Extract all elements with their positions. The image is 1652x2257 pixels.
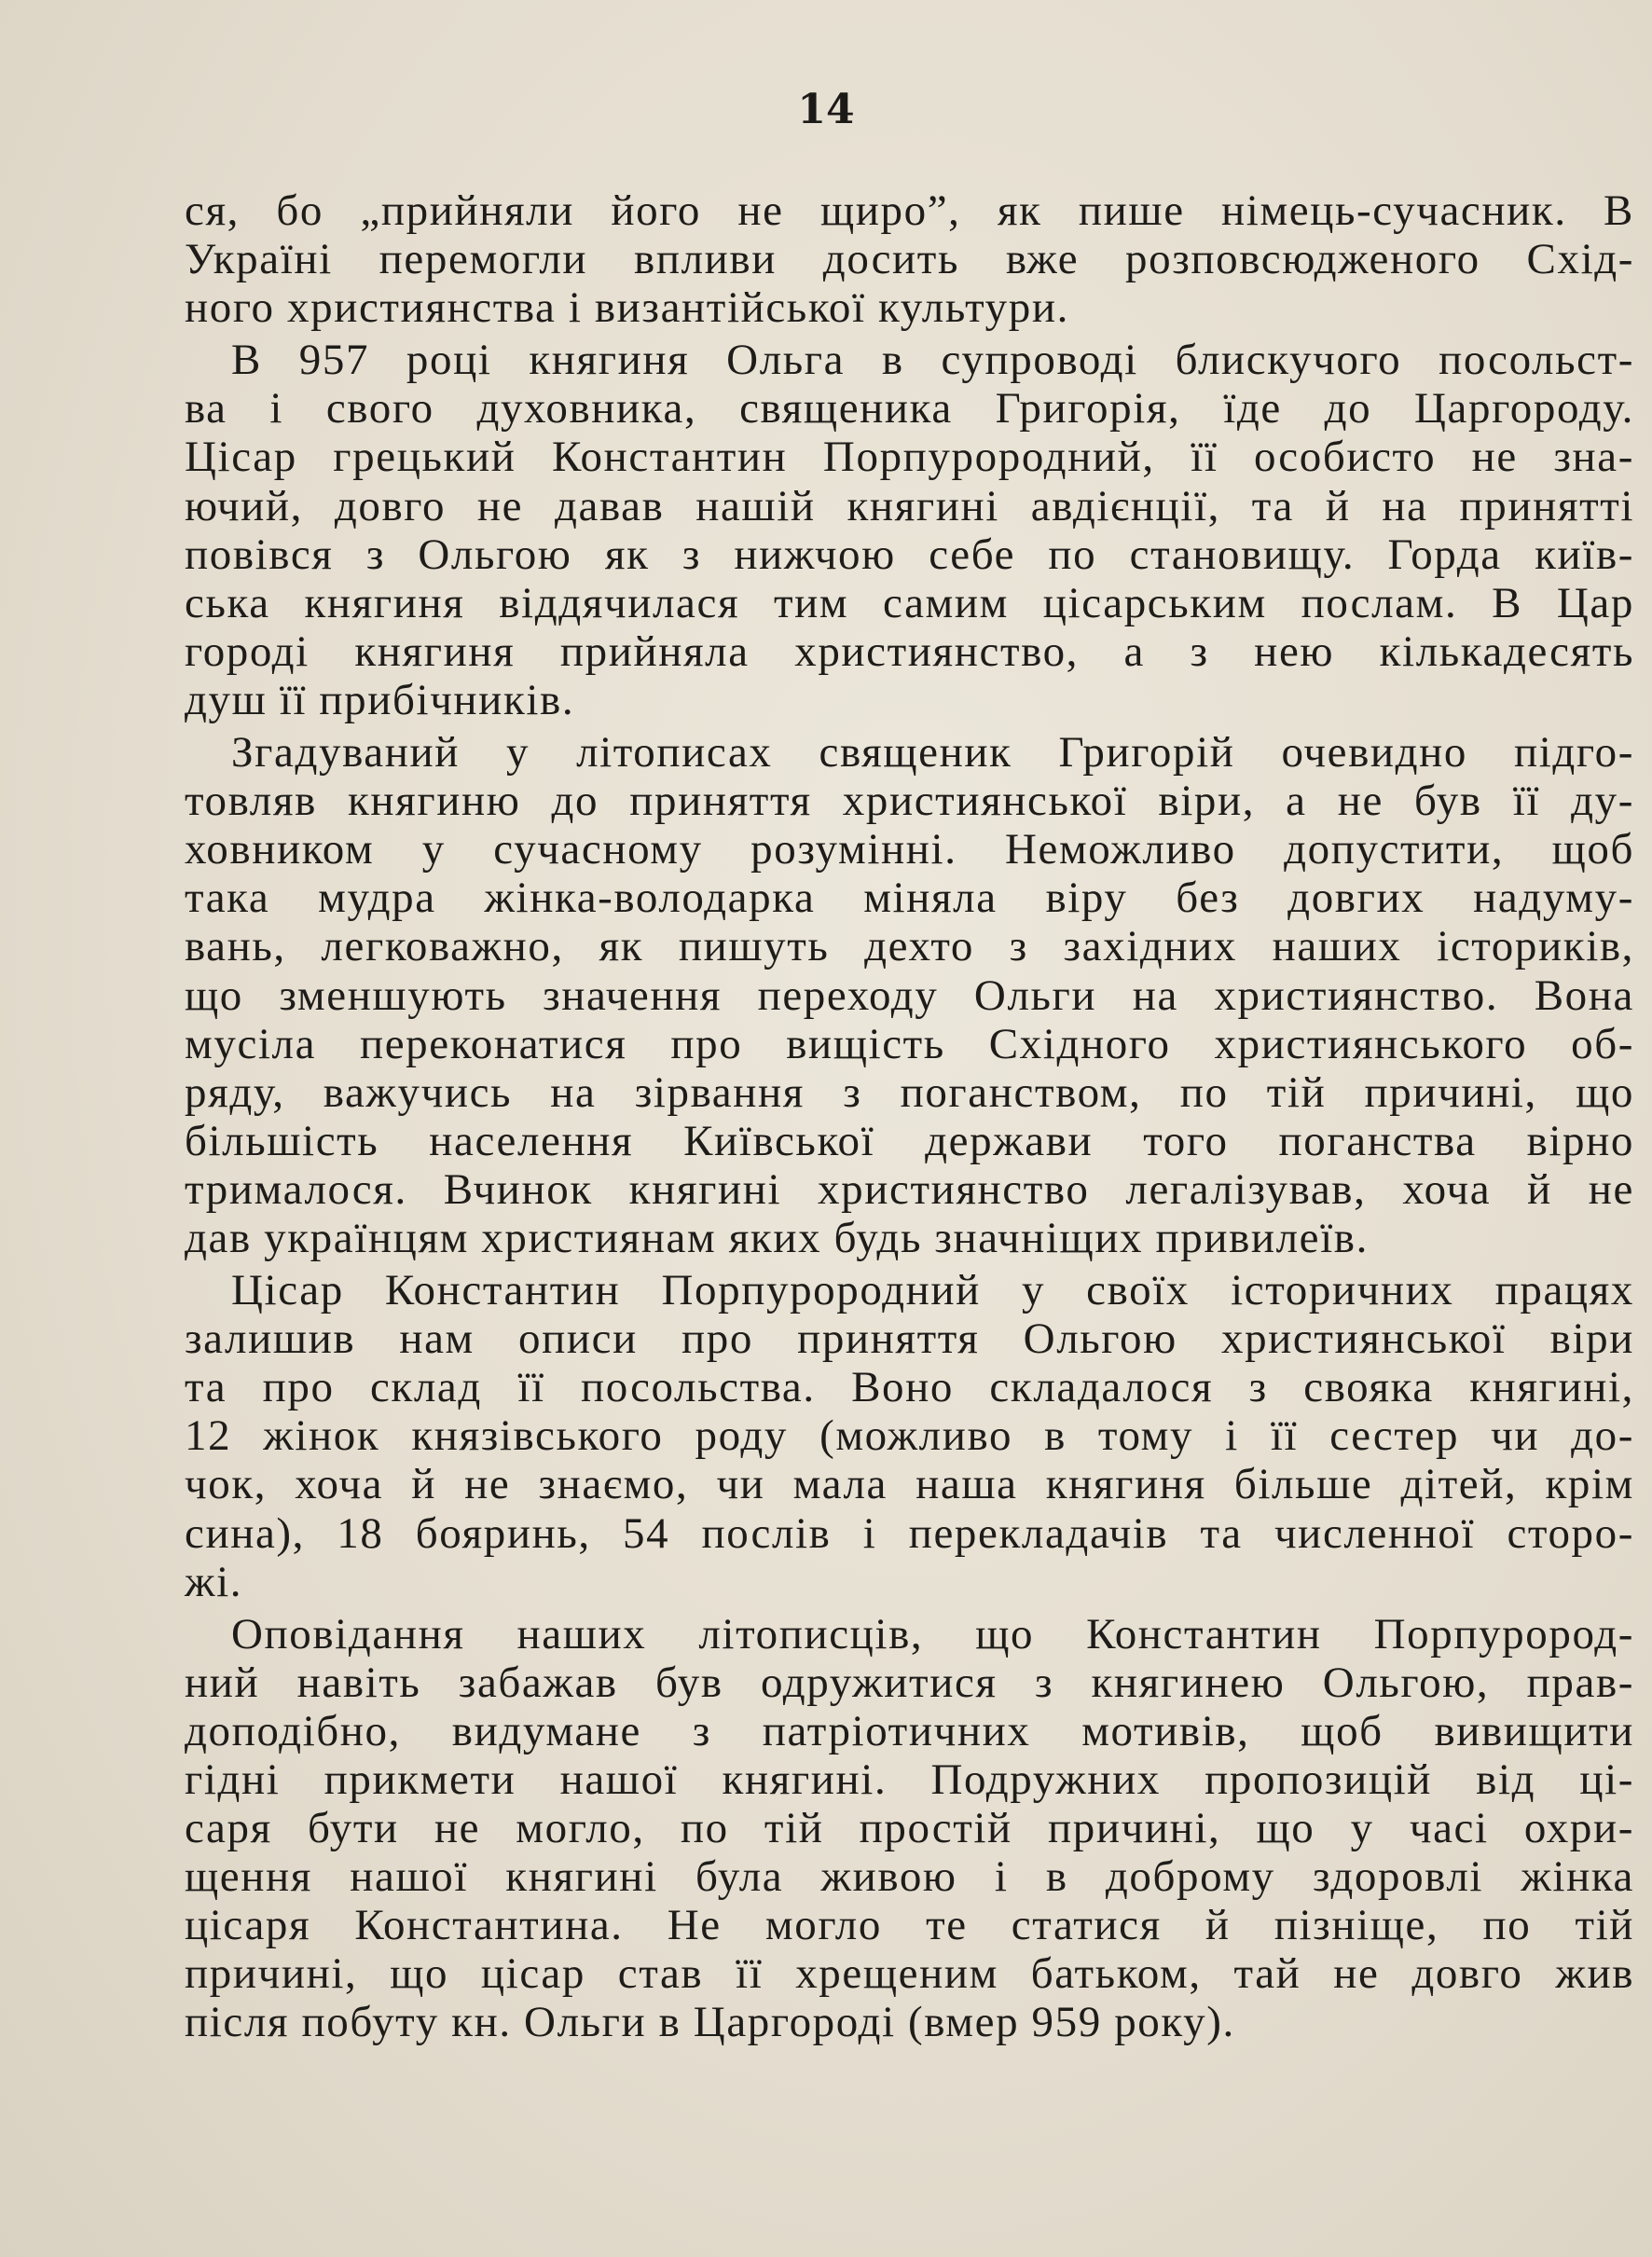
text-line: Згадуваний у літописах священик Григорій очевидно підго- (231, 728, 1634, 778)
text-line: більшість населення Київської держави того поганства вірно (185, 1116, 1634, 1165)
text-line: сина), 18 бояринь, 54 послів і перекладачів та численної сторо- (185, 1508, 1634, 1558)
text-line: щення нашої княгині була живою і в доброму здоровлі жінка (185, 1852, 1634, 1902)
text-line: така мудра жінка-володарка міняла віру без довгих надуму- (185, 874, 1634, 923)
text-line: товляв княгиню до приняття християнської віри, а не був її ду- (185, 777, 1634, 826)
text-line: повівся з Ольгою як з нижчою себе по становищу. Горда київ- (185, 530, 1634, 579)
text-line: душ її прибічників. (185, 675, 575, 724)
paragraph (185, 728, 1634, 1262)
text-line: саря бути не могло, по тій простій причині, що у часі охри- (185, 1804, 1634, 1853)
text-line: ва і свого духовника, священика Григорія, їде до Царгороду. (185, 384, 1634, 434)
text-line: цісаря Константина. Не могло те статися й пізніще, по тій (185, 1901, 1634, 1950)
text-line: ся, бо „прийняли його не щиро”, як пише німець-сучасник. В (185, 186, 1634, 235)
paragraph (185, 1266, 1634, 1606)
text-line: та про склад її посольства. Воно складалося з свояка княгині, (185, 1363, 1634, 1412)
text-line: жі. (185, 1557, 243, 1606)
text-line: ючий, довго не давав нашій княгині авдієнції, та й на принятті (185, 481, 1634, 530)
text-line: ряду, важучись на зірвання з поганством, по тій причині, що (185, 1067, 1634, 1117)
text-line: залишив нам описи про приняття Ольгою християнської віри (185, 1314, 1634, 1364)
text-line: трималося. Вчинок княгині християнство легалізував, хоча й не (185, 1164, 1634, 1214)
text-line: гідні прикмети нашої княгині. Подружних пропозицій від ці- (185, 1755, 1634, 1804)
text-line: ного християнства і византійської культури. (185, 283, 1069, 333)
text-line: 12 жінок князівського роду (можливо в тому і її сестер чи до- (185, 1411, 1634, 1461)
text-line: що зменшують значення переходу Ольги на християнство. Вона (185, 970, 1634, 1020)
page-number: 14 (797, 86, 855, 133)
paragraph (185, 1610, 1634, 2047)
text-line: Цісар грецький Константин Порпурородний, її особисто не зна- (185, 433, 1634, 482)
text-line: Україні перемогли впливи досить вже розповсюдженого Схід- (185, 235, 1634, 284)
text-line: ний навіть забажав був одружитися з княгинею Ольгою, прав- (185, 1658, 1634, 1707)
paragraph (185, 186, 1634, 332)
paragraph (185, 336, 1634, 724)
text-line: городі княгиня прийняла християнство, а з нею кількадесять (185, 626, 1634, 676)
text-line: Оповідання наших літописців, що Константин Порпурород- (231, 1609, 1634, 1658)
text-line: доподібно, видумане з патріотичних мотивів, щоб вивищити (185, 1706, 1634, 1755)
text-line: вань, легковажно, як пишуть дехто з західних наших істориків, (185, 922, 1634, 971)
text-line: В 957 році княгиня Ольга в супроводі блискучого посольст- (231, 336, 1634, 385)
text-line: мусіла переконатися про вищість Східного християнського об- (185, 1019, 1634, 1068)
text-line: Цісар Константин Порпурородний у своїх історичних працях (231, 1266, 1634, 1315)
text-line: після побуту кн. Ольги в Царгороді (вмер 959 року). (185, 1998, 1235, 2047)
text-line: дав українцям християнам яких будь значніщих привилеїв. (185, 1213, 1369, 1262)
text-line: чок, хоча й не знаємо, чи мала наша княгиня більше дітей, крім (185, 1460, 1634, 1509)
text-line: ська княгиня віддячилася тим самим цісарським послам. В Цар (185, 578, 1634, 627)
text-line: причині, що цісар став її хрещеним батьком, тай не довго жив (185, 1949, 1634, 1999)
body-text (185, 186, 1634, 2047)
text-line: ховником у сучасному розумінні. Неможливо допустити, щоб (185, 825, 1634, 874)
